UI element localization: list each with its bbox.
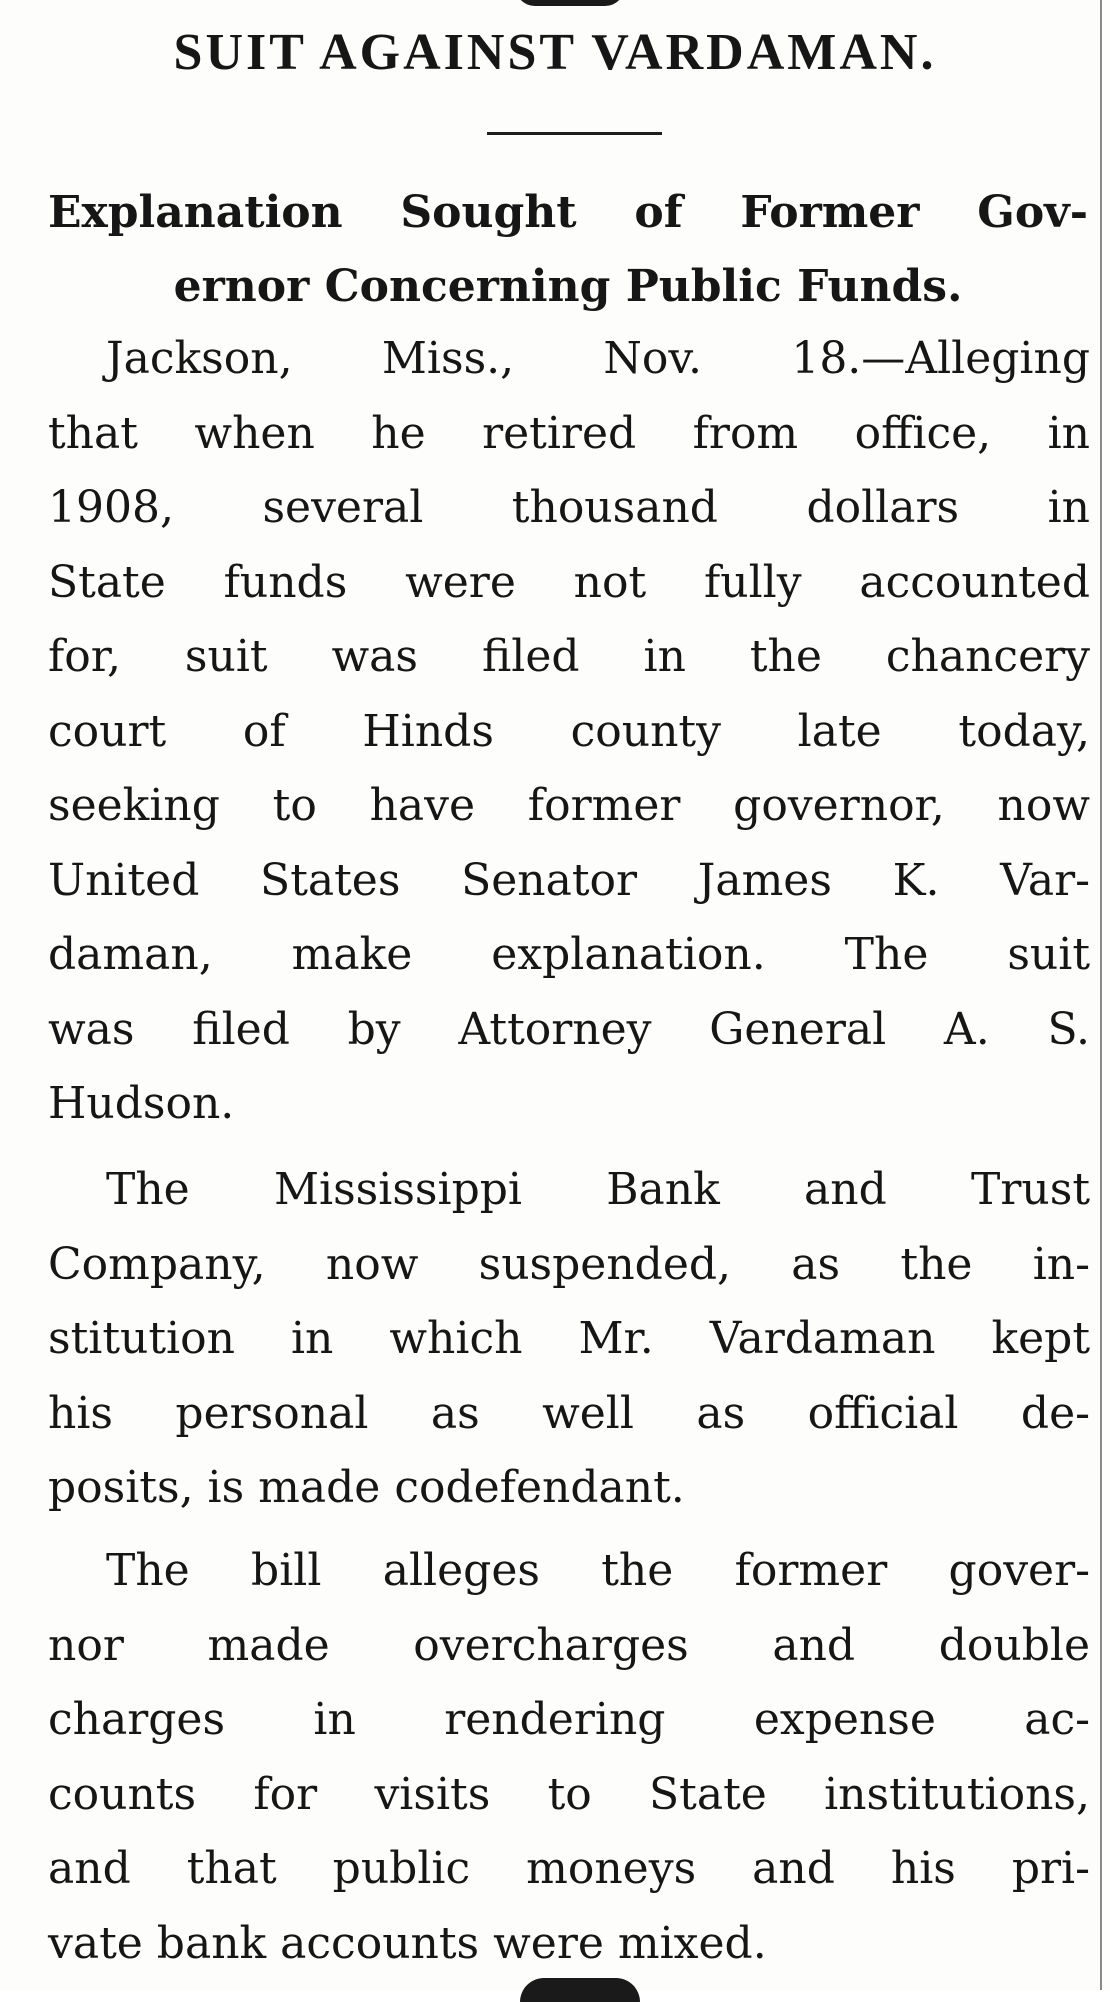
text-line: counts for visits to State institutions, <box>48 1768 1090 1820</box>
headline-rule <box>487 132 662 135</box>
bottom-ornament <box>520 1978 640 2002</box>
text-line: court of Hinds county late today, <box>48 705 1090 757</box>
text-line: and that public moneys and his pri- <box>48 1843 1090 1894</box>
paragraph-1 <box>48 322 1090 1142</box>
text-line: vate bank accounts were mixed. <box>48 1917 767 1969</box>
text-line: charges in rendering expense ac- <box>48 1694 1090 1745</box>
text-line: The Mississippi Bank and Trust <box>106 1164 1090 1215</box>
text-line: posits, is made codefendant. <box>48 1462 685 1513</box>
subhead-line: ernor Concerning Public Funds. <box>173 261 963 312</box>
text-line: daman, make explanation. The suit <box>48 929 1090 980</box>
text-line: United States Senator James K. Var- <box>48 854 1090 906</box>
top-ornament <box>515 0 625 6</box>
column-edge-divider <box>1100 0 1102 1990</box>
text-line: State funds were not fully accounted <box>48 556 1090 608</box>
subheadline <box>48 176 1088 324</box>
text-line: was filed by Attorney General A. S. <box>48 1003 1090 1055</box>
text-line: 1908, several thousand dollars in <box>48 482 1090 533</box>
text-line: for, suit was filed in the chancery <box>48 631 1090 682</box>
text-line: his personal as well as official de- <box>48 1387 1090 1439</box>
text-line: nor made overcharges and double <box>48 1619 1090 1671</box>
text-line: that when he retired from office, in <box>48 407 1090 459</box>
text-line: seeking to have former governor, now <box>48 780 1090 831</box>
subhead-line: Explanation Sought of Former Gov- <box>48 187 1088 238</box>
text-line: Jackson, Miss., Nov. 18.—Alleging <box>106 333 1090 384</box>
headline: SUIT AGAINST VARDAMAN. <box>173 24 937 81</box>
text-line: Company, now suspended, as the in- <box>48 1238 1090 1290</box>
text-line: stitution in which Mr. Vardaman kept <box>48 1313 1090 1364</box>
text-line: Hudson. <box>48 1078 235 1129</box>
paragraph-2 <box>48 1153 1090 1526</box>
text-line: The bill alleges the former gover- <box>106 1545 1090 1596</box>
paragraph-3 <box>48 1534 1090 1981</box>
